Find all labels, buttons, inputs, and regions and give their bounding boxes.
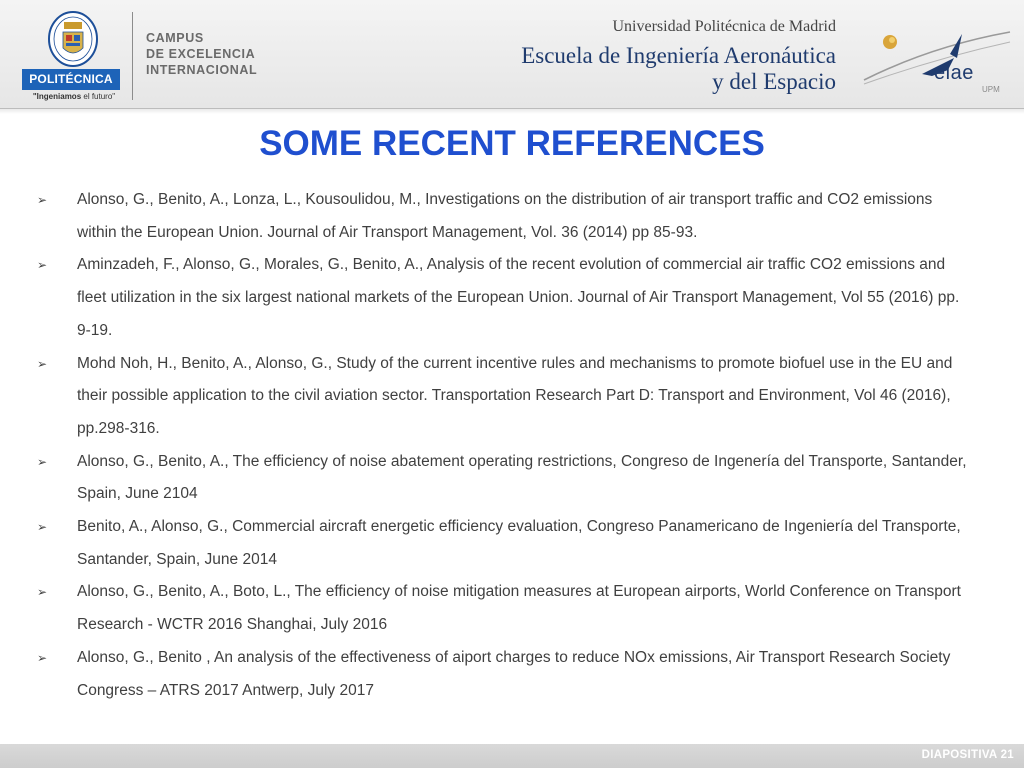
header-shadow — [0, 108, 1024, 114]
arrow-bullet-icon: ➢ — [37, 356, 48, 371]
arrow-bullet-icon: ➢ — [37, 454, 48, 469]
university-name: Universidad Politécnica de Madrid — [612, 18, 836, 35]
reference-item — [0, 249, 967, 347]
arrow-bullet-icon: ➢ — [37, 520, 48, 535]
arrow-bullet-icon: ➢ — [37, 258, 48, 273]
reference-text: Aminzadeh, F., Alonso, G., Morales, G., Benito, A., Analysis of the recent evolution of commercial air traffic CO2 emissions and fleet utilization in the six largest national markets of the European Union. Journal of Air Transport Management, Vol 55 (2016) pp. 9-19. — [77, 256, 960, 339]
eiae-logo-sub: UPM — [982, 85, 1000, 94]
reference-text: Alonso, G., Benito, A., Lonza, L., Kousoulidou, M., Investigations on the distribution of air transport traffic and CO2 emissions within the European Union. Journal of Air Transport Management, Vol. 36 (2014) pp 85-93. — [77, 191, 933, 241]
reference-item — [0, 348, 967, 446]
eiae-logo-text: eiae — [934, 62, 974, 84]
campus-excelencia-label: CAMPUS DE EXCELENCIA INTERNACIONAL — [146, 31, 258, 77]
reference-item — [0, 642, 967, 707]
politecnica-label: POLITÉCNICA — [22, 69, 120, 90]
slide-header — [0, 0, 1024, 109]
reference-item — [0, 446, 967, 511]
reference-list — [0, 184, 1024, 707]
slide-number: DIAPOSITIVA 21 — [921, 749, 1014, 761]
university-seal-icon — [47, 10, 99, 70]
slide-title: SOME RECENT REFERENCES — [259, 124, 765, 163]
reference-text: Benito, A., Alonso, G., Commercial aircraft energetic efficiency evaluation, Congreso Panamericano de Ingeniería del Transporte, Santander, Spain, June 2014 — [77, 518, 961, 568]
reference-text: Mohd Noh, H., Benito, A., Alonso, G., Study of the current incentive rules and mechanisms to promote biofuel use in the EU and their possible application to the civil aviation sector. Transportation Research Part D: Transport and Environment, Vol 46 (2016), pp.298-316. — [77, 354, 953, 437]
politecnica-tagline: "Ingeniamos el futuro" — [32, 92, 116, 101]
school-name-line1: Escuela de Ingeniería Aeronáutica — [521, 43, 836, 68]
reference-item — [0, 184, 967, 249]
header-divider — [132, 12, 133, 100]
reference-item — [0, 511, 967, 576]
arrow-bullet-icon: ➢ — [37, 585, 48, 600]
arrow-bullet-icon: ➢ — [37, 650, 48, 665]
reference-text: Alonso, G., Benito, A., The efficiency of noise abatement operating restrictions, Congreso de Ingenería del Transporte, Santander, Spain, June 2104 — [77, 452, 967, 503]
reference-text: Alonso, G., Benito, A., Boto, L., The efficiency of noise mitigation measures at European airports, World Conference on Transport Research - WCTR 2016 Shanghai, July 2016 — [77, 583, 961, 634]
reference-text: Alonso, G., Benito , An analysis of the effectiveness of aiport charges to reduce NOx emissions, Air Transport Research Society Congress – ATRS 2017 Antwerp, July 2017 — [77, 648, 951, 699]
school-name-line2: y del Espacio — [712, 69, 836, 94]
arrow-bullet-icon: ➢ — [37, 193, 48, 207]
reference-item — [0, 576, 967, 641]
slide-footer — [0, 744, 1024, 768]
upm-logo — [22, 8, 126, 104]
